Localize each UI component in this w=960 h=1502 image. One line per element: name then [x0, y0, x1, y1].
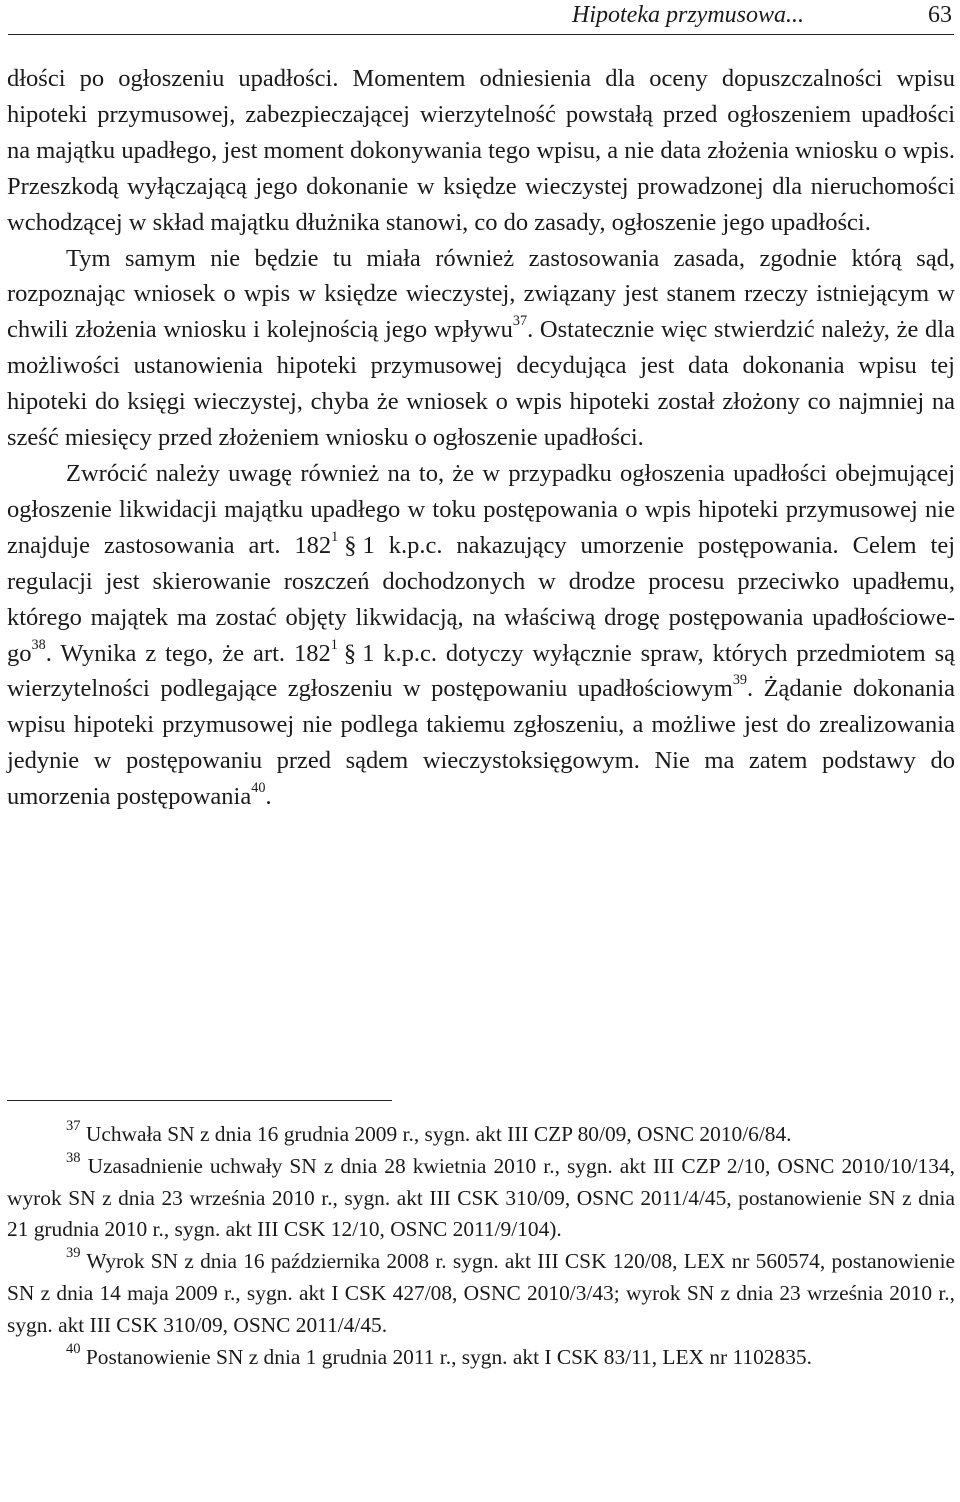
- footnote-ref-40: 40: [251, 780, 266, 797]
- footnote-ref-38: 38: [31, 636, 46, 653]
- footnote-number: 37: [66, 1117, 81, 1134]
- paragraph-3: Zwrócić należy uwagę również na to, że w przypadku ogłoszenia upadłości obejmującej ogłoszenie likwidacji majątku upadłego w toku postępowania o wpis hipoteki przymusowej nie znajduje zastosowania art. $182^1$ § 1 k.p.c. nakazujący umorzenie postępowania. Celem tej regulacji jest skierowanie roszczeń dochodzonych w drodze procesu przeciwko upadłemu, którego majątek ma zostać objęty likwidacją, na właściwą drogę postępowania upadłościowego$^{38}$. Wynika z tego, że art. $182^1$ § 1 k.p.c. dotyczy wyłącznie spraw, których przedmiotem są wierzytelności podlegające zgłoszeniu w postępowaniu upadłościowym$^{39}$. Żądanie dokonania wpisu hipoteki przymusowej nie podlega takiemu zgłoszeniu, a możliwe jest do zrealizowania jedynie w postępowaniu przed sądem wieczystoksięgowym. Nie ma zatem podstawy do umorzenia postępowania$^{40}$.: [7, 459, 956, 811]
- footnote-number: 39: [66, 1245, 81, 1262]
- footnote-number: 38: [66, 1149, 81, 1166]
- footnotes: [7, 1119, 955, 1373]
- footnote-37: [7, 1119, 955, 1151]
- article-superscript: 1: [331, 528, 339, 545]
- footnote-39: [7, 1246, 955, 1341]
- page-number: 63: [928, 2, 952, 28]
- footnote-ref-39: 39: [732, 672, 748, 689]
- footnote-rule: [7, 1100, 392, 1101]
- footnote-38: [7, 1151, 955, 1246]
- section-sign: §: [344, 531, 357, 559]
- running-title: Hipoteka przymusowa...: [572, 2, 804, 28]
- footnote-text: Uzasadnienie uchwały SN z dnia 28 kwietnia 2010 r., sygn. akt III CZP 2/10, OSNC 2010/10/134, wyrok SN z dnia 23 września 2010 r., sygn. akt III CSK 310/09, OSNC 2011/4/45, postanowienie SN z dnia 21 grudnia 2010 r., sygn. akt III CSK 12/10, OSNC 2011/9/104).: [7, 1153, 955, 1242]
- footnote-number: 40: [66, 1340, 81, 1357]
- footnote-text: Uchwała SN z dnia 16 grudnia 2009 r., sygn. akt III CZP 80/09, OSNC 2010/6/84.: [85, 1122, 792, 1146]
- paragraph-2: Tym samym nie będzie tu miała również zastosowania zasada, zgodnie którą sąd, rozpoznając wniosek o wpis w księdze wieczystej, związany jest stanem rzeczy istniejącym w chwili złożenia wniosku i kolejnością jego wpływu$^{37}$. Ostatecznie więc stwierdzić należy, że dla możliwości ustanowienia hipoteki przymusowej decydująca jest data dokonania wpisu tej hipoteki do księgi wieczystej, chyba że wniosek o wpis hipoteki został złożony co najmniej na sześć miesięcy przed złożeniem wniosku o ogłoszenie upadłości.: [7, 244, 955, 452]
- footnote-40: [7, 1342, 955, 1374]
- running-header: [8, 0, 954, 34]
- main-text: [7, 61, 955, 815]
- article-superscript: 1: [330, 636, 338, 653]
- section-sign: §: [343, 639, 357, 667]
- header-rule: [8, 34, 954, 35]
- footnote-text: Postanowienie SN z dnia 1 grudnia 2011 r., sygn. akt I CSK 83/11, LEX nr 1102835.: [85, 1344, 812, 1369]
- paragraph-1: dłości po ogłoszeniu upadłości. Momentem odniesienia dla oceny dopuszczalności wpisu hipoteki przymusowej, zabezpieczającej wierzytelność powstałą przed ogłoszeniem upadłości na majątku upadłego, jest moment dokonywania tego wpisu, a nie data złożenia wniosku o wpis. Przeszkodą wyłączającą jego dokonanie w księdze wieczystej prowadzonej dla nieruchomości wchodzącej w skład majątku dłużnika stanowi, co do zasady, ogłoszenie jego upadłości.: [7, 65, 955, 236]
- footnote-ref-37: 37: [512, 313, 528, 330]
- footnote-text: Wyrok SN z dnia 16 października 2008 r. sygn. akt III CSK 120/08, LEX nr 560574, postanowienie SN z dnia 14 maja 2009 r., sygn. akt I CSK 427/08, OSNC 2010/3/43; wyrok SN z dnia 23 września 2010 r., sygn. akt III CSK 310/09, OSNC 2011/4/45.: [7, 1249, 956, 1337]
